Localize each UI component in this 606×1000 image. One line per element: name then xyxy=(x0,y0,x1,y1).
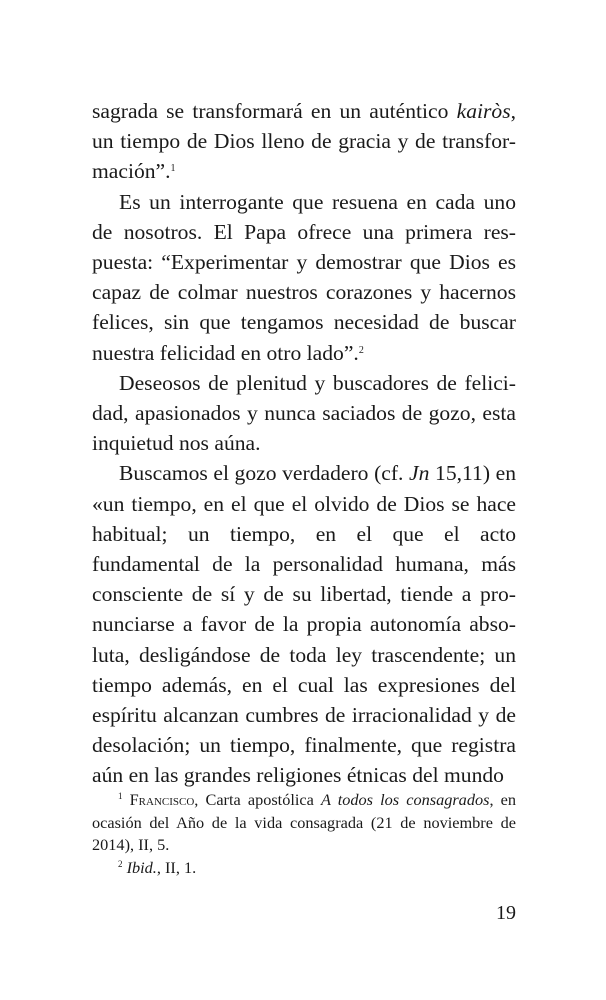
paragraph-2-text: Es un interrogante que resuena en cada uno de nosotros. El Papa ofrece una primera res-puesta: “Experimentar y demostrar que Dios es capaz de colmar nuestros corazones y hacernos felices, sin que tengamos necesidad de buscar nuestra felicidad en otro lado”. xyxy=(92,189,516,365)
footnote-ref-1[interactable]: 1 xyxy=(170,163,176,175)
paragraph-1-italic-kairos: kairòs xyxy=(456,99,511,123)
paragraph-1-text-a: sagrada se transformará en un auténtico xyxy=(92,99,457,123)
page-number: 19 xyxy=(496,902,516,924)
footnote-1-title: A todos los consagrados xyxy=(320,790,490,809)
footnote-1-text-a: , Carta apostólica xyxy=(194,790,321,809)
footnote-2 xyxy=(92,857,516,880)
footnote-1-author: Francisco xyxy=(129,790,195,809)
footnote-2-number: 2 xyxy=(118,858,123,869)
footnote-ref-2[interactable]: 2 xyxy=(358,344,364,356)
paragraph-2 xyxy=(92,187,516,368)
paragraph-4-text-c: 15,11) en «un tiempo, en el que el olvido de Dios se hace habitual; un tiempo, en el que el acto fundamental de la personalidad humana, más consciente de sí y de su libertad, tiende a pro-nunciarse a favor de la propia autonomía abso-luta, desligándose de toda ley trascendente; un tiempo además, en el cual las expresiones del espíritu alcanzan cumbres de irracionalidad y de desolación; un tiempo, finalmente, que registra aún en las grandes religiones étnicas del mundo xyxy=(92,461,517,788)
footnote-1 xyxy=(92,789,516,857)
paragraph-3-text: Deseosos de plenitud y buscadores de felici-dad, apasionados y nunca saciados de gozo, esta inquietud nos aúna. xyxy=(92,370,516,456)
page-body xyxy=(92,96,516,791)
paragraph-4 xyxy=(92,458,516,790)
paragraph-3 xyxy=(92,368,516,459)
footnote-2-text: , II, 1. xyxy=(156,857,197,877)
footnotes xyxy=(92,789,516,879)
paragraph-4-text-a: Buscamos el gozo verdadero (cf. xyxy=(119,461,410,486)
footnote-1-text-b: , en ocasión del Año de la vida consagrada (21 de noviembre de 2014), II, 5. xyxy=(92,790,516,854)
paragraph-4-italic-jn: Jn xyxy=(409,461,430,486)
paragraph-1-text-c: , un tiempo de Dios lleno de gracia y de transfor-mación”. xyxy=(92,99,516,184)
paragraph-1 xyxy=(92,96,516,187)
footnote-1-number: 1 xyxy=(118,791,123,801)
footnote-2-title: Ibid. xyxy=(126,857,157,877)
